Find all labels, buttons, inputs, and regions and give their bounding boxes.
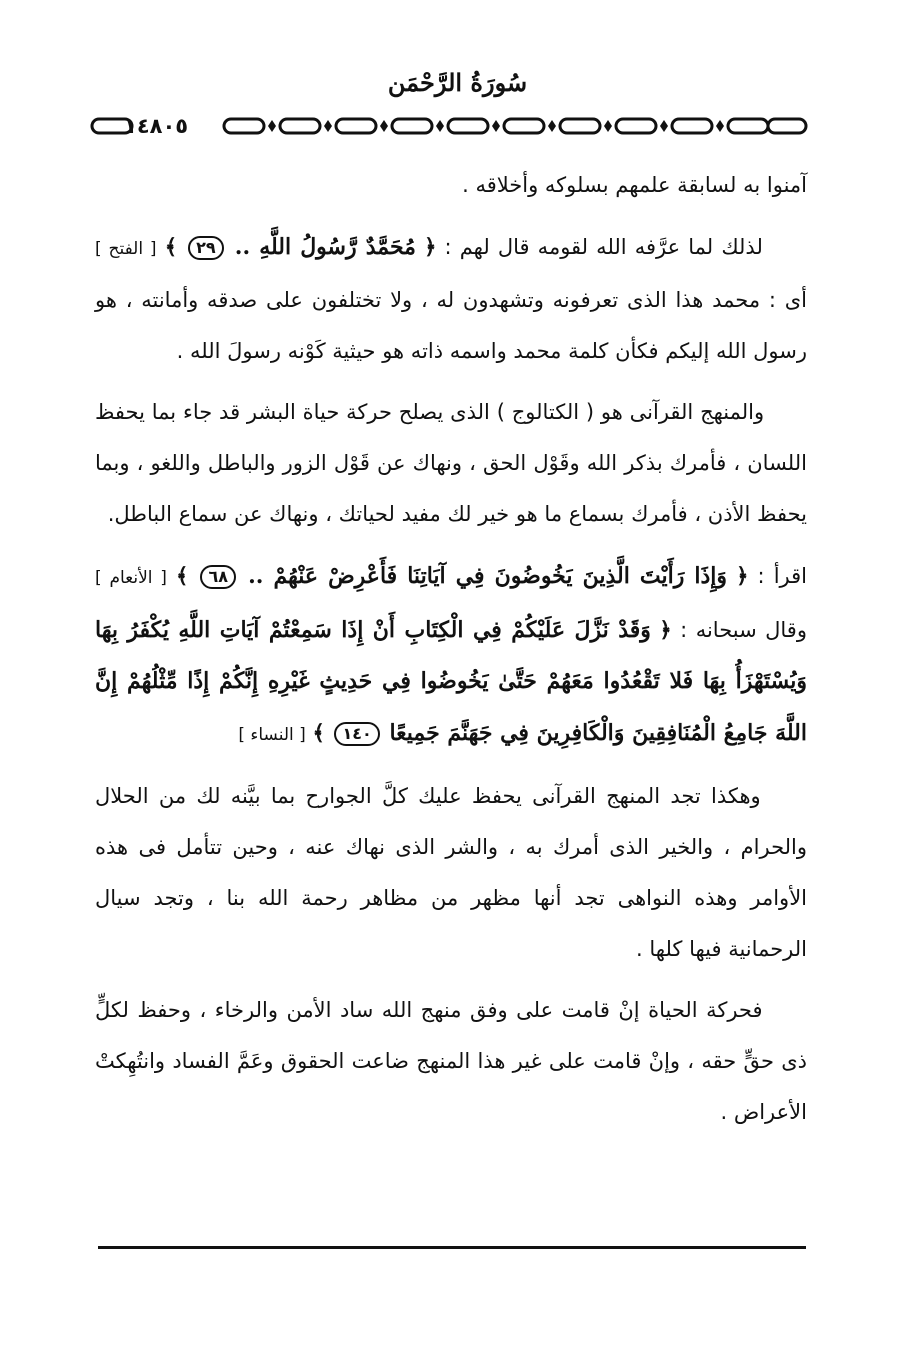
surah-title: سُورَةُ الرَّحْمَن <box>387 68 528 97</box>
paragraph-6-text: فحركة الحياة إنْ قامت على وفق منهج الله ساد الأمن والرخاء ، وحفظ لكلٍّ ذى حقٍّ حقه ، وإنْ قامت على غير هذا المنهج ضاعت الحقوق وعَمَّ الفساد وانتُهِكتْ الأعراض . <box>95 998 807 1124</box>
ayah-number-badge: ١٤٠ <box>334 722 379 746</box>
paragraph-2 <box>95 221 807 377</box>
verse-close-bracket: ﴾ <box>164 234 177 259</box>
paragraph-4 <box>95 550 807 761</box>
paragraph-2-intro: لذلك لما عرَّفه الله لقومه قال لهم : <box>444 235 763 259</box>
ayah-number-badge: ٦٨ <box>200 565 236 589</box>
main-text <box>95 160 807 1138</box>
paragraph-2-text: أى : محمد هذا الذى تعرفونه وتشهدون له ، ولا تختلفون على صدقه وأمانته ، هو رسول الله إليكم فكأن كلمة محمد واسمه ذاته هو حيثية كَوْنه رسولَ الله . <box>95 288 807 363</box>
quran-verse-nisa: وَقَدْ نَزَّلَ عَلَيْكُمْ فِي الْكِتَابِ أَنْ إِذَا سَمِعْتُمْ آيَاتِ اللَّهِ يُكْفَرُ بِهَا وَيُسْتَهْزَأُ بِهَا فَلا تَقْعُدُوا مَعَهُمْ حَتَّىٰ يَخُوضُوا فِي حَدِيثٍ غَيْرِهِ إِنَّكُمْ إِذًا مِّثْلُهُمْ إِنَّ اللَّهَ جَامِعُ الْمُنَافِقِينَ وَالْكَافِرِينَ فِي جَهَنَّمَ جَمِيعًا <box>95 617 807 746</box>
quran-verse-fath: مُحَمَّدٌ رَّسُولُ اللَّهِ .. <box>234 234 416 260</box>
verse-open-bracket: ﴿ <box>736 563 749 588</box>
paragraph-1-text: آمنوا به لسابقة علمهم بسلوكه وأخلاقه . <box>462 173 807 197</box>
paragraph-5-text: وهكذا تجد المنهج القرآنى يحفظ عليك كلَّ الجوارح بما بيَّنه لك من الحلال والحرام ، والخير الذى أمرك به ، والشر الذى نهاك عنه ، وحين تتأمل فى هذه الأوامر وهذه النواهى تجد أنها مظهر من مظاهر رحمة الله بنا ، وتجد سيال الرحمانية فيها كلها . <box>95 784 807 961</box>
paragraph-6 <box>95 985 807 1138</box>
paragraph-4-mid: وقال سبحانه : <box>680 618 807 642</box>
surah-reference: [ الأنعام ] <box>95 568 167 588</box>
ayah-number-badge: ٢٩ <box>188 236 224 260</box>
verse-close-bracket: ﴾ <box>176 563 189 588</box>
surah-reference: [ النساء ] <box>238 725 306 745</box>
paragraph-3 <box>95 387 807 540</box>
verse-close-bracket: ﴾ <box>312 720 325 745</box>
verse-open-bracket: ﴿ <box>424 234 437 259</box>
footer-divider <box>98 1246 806 1249</box>
paragraph-4-intro: اقرأ : <box>757 564 807 588</box>
quran-verse-anam: وَإِذَا رَأَيْتَ الَّذِينَ يَخُوضُونَ فِي آيَاتِنَا فَأَعْرِضْ عَنْهُمْ .. <box>248 563 728 589</box>
paragraph-1 <box>95 160 807 211</box>
page-number: ١٤٨٠٥ <box>124 114 189 138</box>
paragraph-3-text: والمنهج القرآنى هو ( الكتالوج ) الذى يصلح حركة حياة البشر قد جاء بما يحفظ اللسان ، فأمرك بذكر الله وقَوْل الحق ، ونهاك عن قَوْل الزور والباطل واللغو ، وبما يحفظ الأذن ، فأمرك بسماع ما هو خير لك مفيد لحياتك ، ونهاك عن سماع الباطل. <box>95 400 807 526</box>
surah-reference: [ الفتح ] <box>95 239 157 259</box>
verse-open-bracket: ﴿ <box>659 617 672 642</box>
paragraph-5 <box>95 771 807 975</box>
